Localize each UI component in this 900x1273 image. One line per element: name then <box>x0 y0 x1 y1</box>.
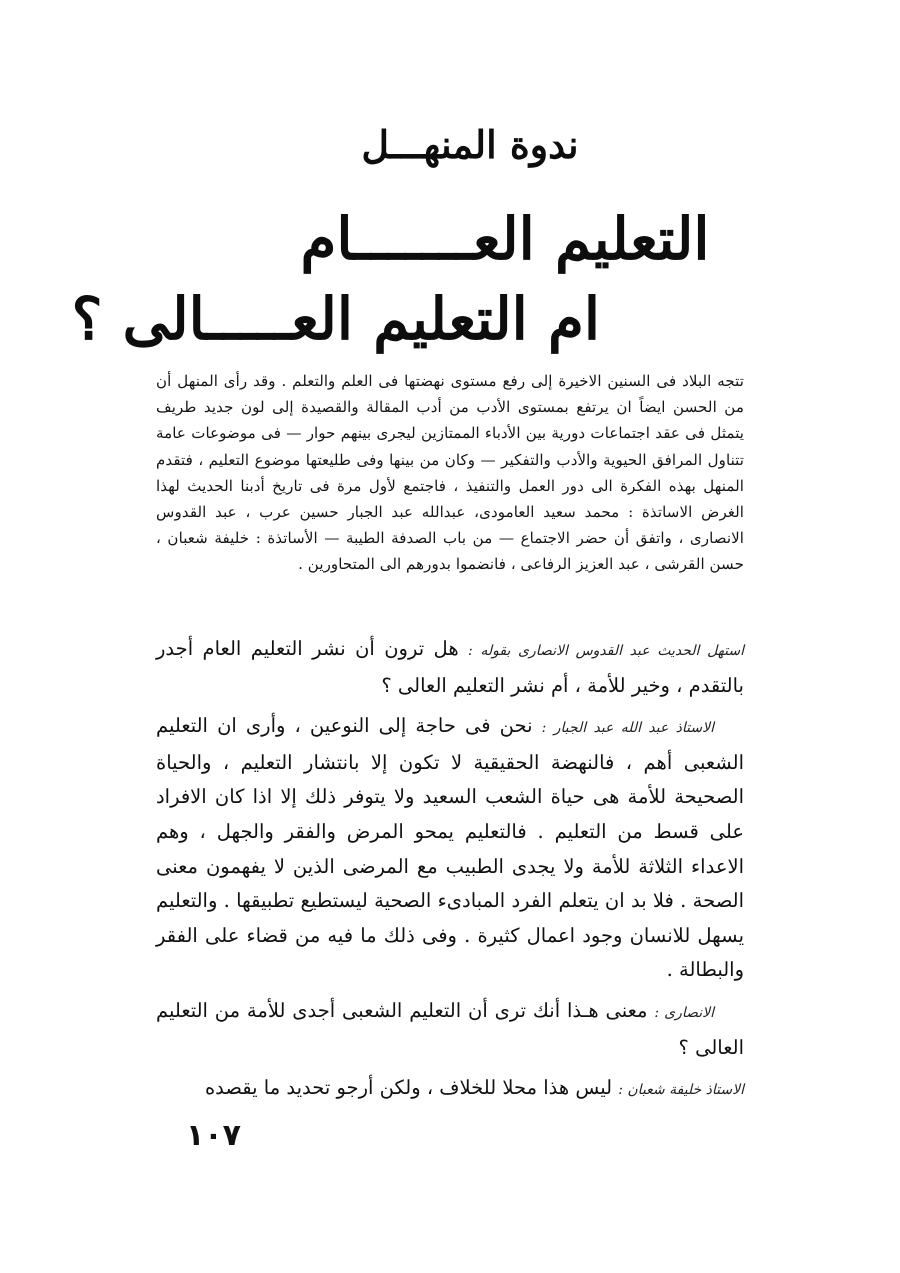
dialogue-entry <box>156 632 744 703</box>
intro-paragraph: تتجه البلاد فى السنين الاخيرة إلى رفع مستوى نهضتها فى العلم والتعلم . وقد رأى المنهل أن من الحسن ايضاً ان يرتفع بمستوى الأدب من أدب المقالة والقصيدة إلى لون جديد طريف يتمثل فى عقد اجتماعات دورية بين الأدباء الممتازين ليجرى بينهم حوار — فى موضوعات عامة تتناول المرافق الحيوية والأدب والتفكير — وكان من بينها وفى طليعتها موضوع التعليم ، فتقدم المنهل بهذه الفكرة الى دور العمل والتنفيذ ، فاجتمع لأول مرة فى تاريخ أدبنا الحديث لهذا الغرض الاساتذة : محمد سعيد العامودى، عبدالله عبد الجبار حسين عرب ، عبد القدوس الانصارى ، واتفق أن حضر الاجتماع — من باب الصدفة الطيبة — الأساتذة : خليفة شعبان ، حسن القرشى ، عبد العزيز الرفاعى ، فانضموا بدورهم الى المتحاورين . <box>156 372 744 574</box>
title-line-higher-education: ام التعليم العـــــالى ؟ <box>71 285 600 353</box>
title-line-general-education: التعليم العـــــــام <box>300 205 710 273</box>
dialogue-text: هل ترون أن نشر التعليم العام أجدر بالتقدم ، وخير للأمة ، أم نشر التعليم العالى ؟ <box>156 637 744 697</box>
dialogue-entry <box>156 709 744 988</box>
dialogue-text: معنى هـذا أنك ترى أن التعليم الشعبى أجدى للأمة من التعليم العالى ؟ <box>156 998 744 1059</box>
dialogue-text: نحن فى حاجة إلى النوعين ، وأرى ان التعليم الشعبى أهم ، فالنهضة الحقيقية لا تكون إلا بانتشار التعليم ، والحياة الصحيحة للأمة هى حياة الشعب السعيد ولا يتوفر ذلك إلا اذا كان الافراد على قسط من التعليم . فالتعليم يمحو المرض والفقر والجهل ، وهم الاعداء الثلاثة للأمة ولا يجدى الطبيب مع المرضى الذين لا يفهمون معنى الصحة . فلا بد ان يتعلم الفرد المبادىء الصحية ليستطيع تطبيقها . والتعليم يسهل للانسان وجود اعمال كثيرة . وفى ذلك ما فيه من قضاء على الفقر والبطالة . <box>156 714 744 982</box>
dialogue-entry <box>156 1071 744 1108</box>
speaker-label: الانصارى : <box>654 1004 715 1021</box>
dialogue-text: ليس هذا محلا للخلاف ، ولكن أرجو تحديد ما يقصده <box>204 1076 613 1100</box>
dialogue-section <box>156 632 744 1114</box>
speaker-label: استهل الحديث عبد القدوس الانصارى بقوله : <box>468 643 745 659</box>
forum-heading: ندوة المنهـــل <box>361 122 579 167</box>
page-number: ١٠٧ <box>186 1118 241 1153</box>
dialogue-entry <box>156 994 744 1065</box>
speaker-label: الاستاذ خليفة شعبان : <box>618 1082 744 1099</box>
speaker-label: الاستاذ عبد الله عبد الجبار : <box>541 720 715 737</box>
